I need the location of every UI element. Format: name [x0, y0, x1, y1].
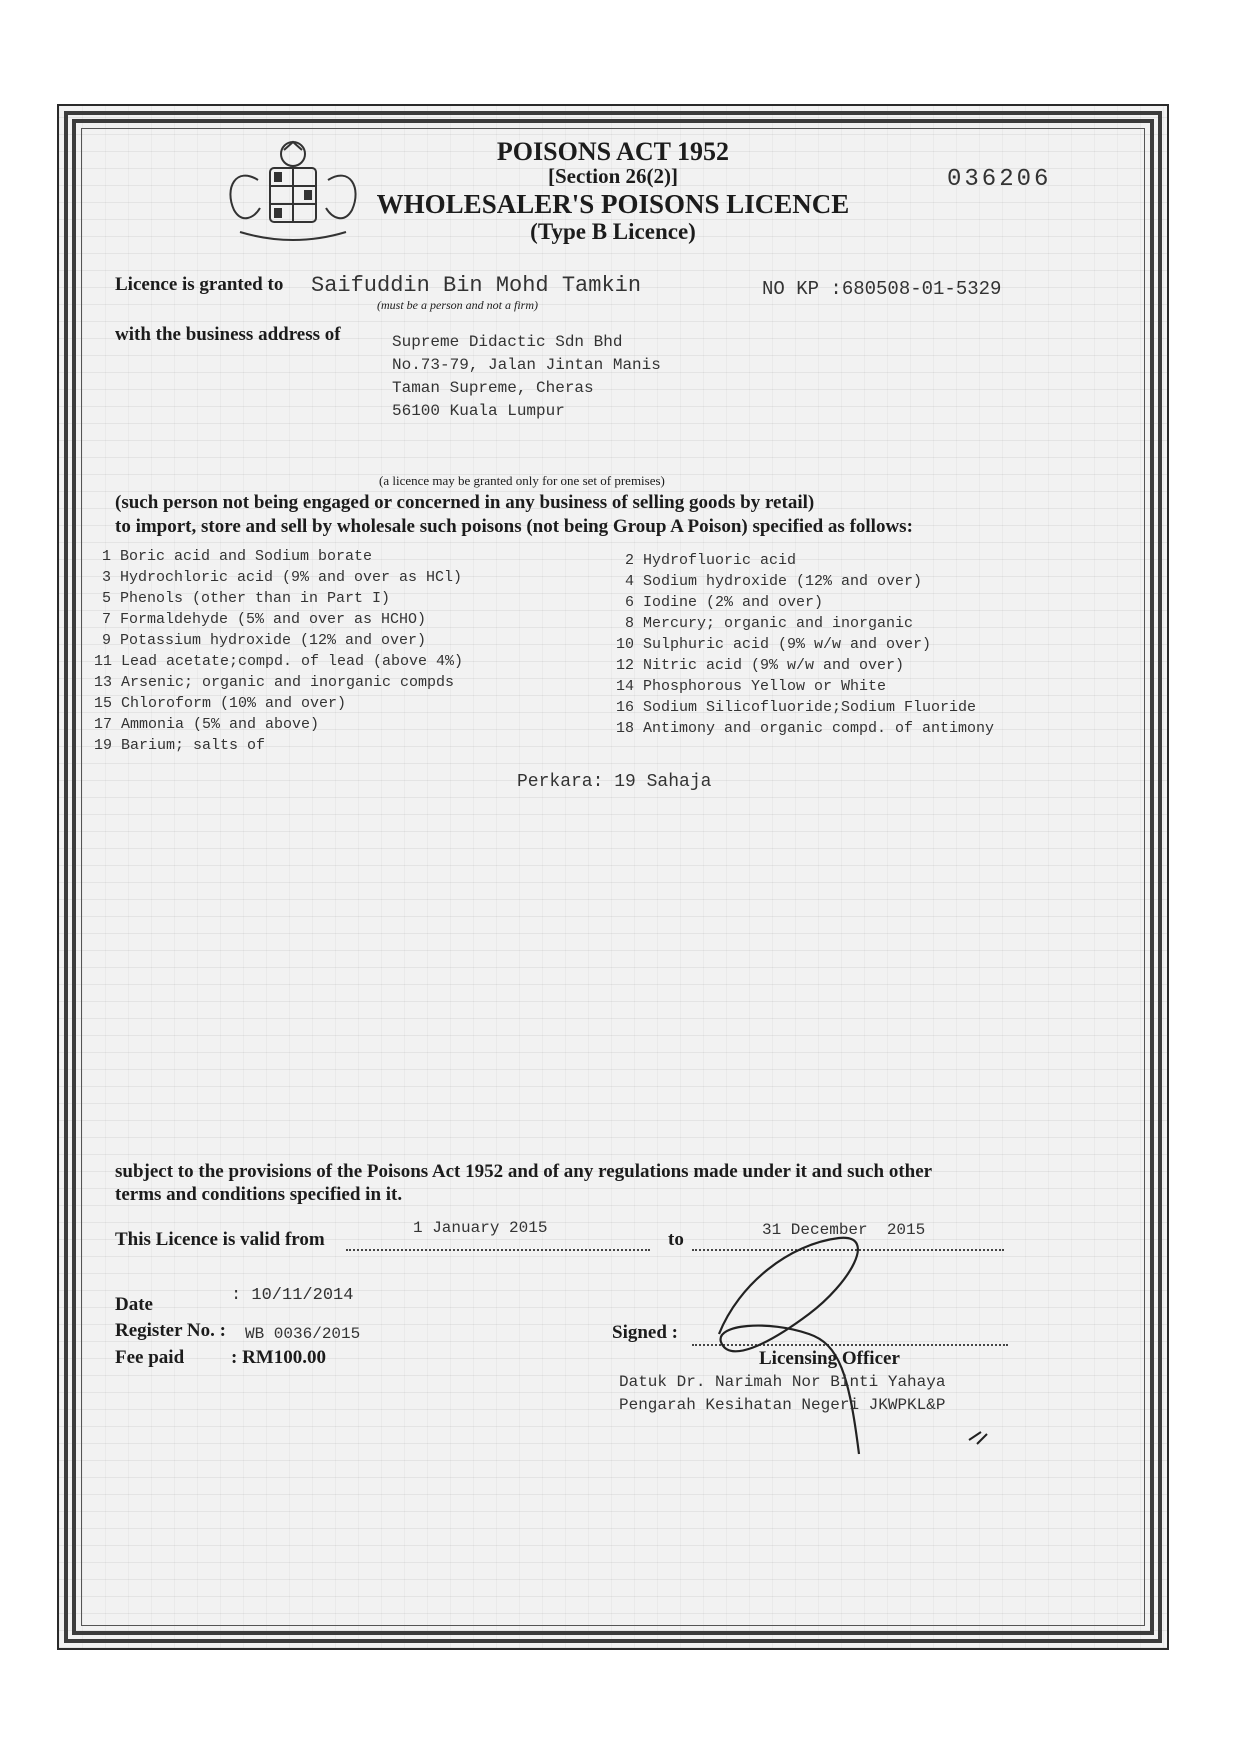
poison-item: 4 Sodium hydroxide (12% and over) [625, 573, 923, 590]
poison-item: 16 Sodium Silicofluoride;Sodium Fluoride [616, 699, 977, 716]
condition-line-1: (such person not being engaged or concerned in any business of selling goods by retail) [115, 492, 815, 513]
poison-item: 10 Sulphuric acid (9% w/w and over) [616, 636, 932, 653]
premises-note: (a licence may be granted only for one set of premises) [379, 473, 665, 488]
address-line: Supreme Didactic Sdn Bhd [392, 333, 623, 351]
provisions-line-1: subject to the provisions of the Poisons Act 1952 and of any regulations made under it and such other [115, 1161, 933, 1182]
provisions-line-2: terms and conditions specified in it. [115, 1184, 403, 1205]
validity-from-line [346, 1249, 650, 1251]
poison-item: 3 Hydrochloric acid (9% and over as HCl) [102, 569, 463, 586]
officer-name: Datuk Dr. Narimah Nor Binti Yahaya [619, 1373, 946, 1391]
fee-value: : RM100.00 [231, 1347, 326, 1368]
serial-number: 036206 [947, 166, 1052, 193]
validity-label: This Licence is valid from [115, 1229, 325, 1250]
grantee-label: Licence is granted to [115, 274, 284, 295]
licence-title: WHOLESALER'S POISONS LICENCE [376, 189, 850, 219]
register-label: Register No. : [115, 1320, 226, 1341]
date-value: : 10/11/2014 [231, 1286, 354, 1305]
officer-post: Pengarah Kesihatan Negeri JKWPKL&P [619, 1396, 946, 1414]
condition-line-2: to import, store and sell by wholesale such poisons (not being Group A Poison) specified as follows: [115, 516, 913, 537]
poison-item: 9 Potassium hydroxide (12% and over) [102, 632, 427, 649]
licence-sheet [57, 104, 1169, 1650]
address-line: 56100 Kuala Lumpur [392, 402, 565, 420]
id-number: NO KP :680508-01-5329 [762, 278, 1002, 300]
register-value: WB 0036/2015 [245, 1325, 361, 1343]
address-line: Taman Supreme, Cheras [392, 379, 594, 397]
validity-to-label: to [668, 1229, 684, 1250]
poison-item: 2 Hydrofluoric acid [625, 552, 797, 569]
fee-label: Fee paid [115, 1347, 185, 1368]
item-count: Perkara: 19 Sahaja [517, 772, 712, 792]
poison-item: 17 Ammonia (5% and above) [94, 716, 320, 733]
address-label: with the business address of [115, 324, 341, 345]
date-label: Date [115, 1294, 153, 1315]
poison-item: 13 Arsenic; organic and inorganic compds [94, 674, 455, 691]
address-line: No.73-79, Jalan Jintan Manis [392, 356, 661, 374]
poison-item: 19 Barium; salts of [94, 737, 266, 754]
act-title: POISONS ACT 1952 [496, 137, 730, 166]
licence-type: (Type B Licence) [530, 219, 696, 244]
poison-item: 8 Mercury; organic and inorganic [625, 615, 914, 632]
signed-label: Signed : [612, 1322, 678, 1343]
poison-item: 12 Nitric acid (9% w/w and over) [616, 657, 905, 674]
valid-to-date: 31 December 2015 [762, 1221, 926, 1239]
business-address [392, 331, 661, 423]
section-ref: [Section 26(2)] [547, 164, 679, 188]
poison-item: 15 Chloroform (10% and over) [94, 695, 347, 712]
poison-item: 11 Lead acetate;compd. of lead (above 4%) [94, 653, 464, 670]
grantee-name: Saifuddin Bin Mohd Tamkin [311, 273, 642, 298]
poison-item: 18 Antimony and organic compd. of antimony [616, 720, 995, 737]
poison-item: 6 Iodine (2% and over) [625, 594, 824, 611]
valid-from-date: 1 January 2015 [413, 1219, 548, 1237]
poison-item: 7 Formaldehyde (5% and over as HCHO) [102, 611, 427, 628]
poison-item: 5 Phenols (other than in Part I) [102, 590, 391, 607]
poison-item: 14 Phosphorous Yellow or White [616, 678, 887, 695]
poison-item: 1 Boric acid and Sodium borate [102, 548, 373, 565]
grantee-note: (must be a person and not a firm) [377, 298, 538, 312]
officer-title: Licensing Officer [759, 1348, 900, 1369]
